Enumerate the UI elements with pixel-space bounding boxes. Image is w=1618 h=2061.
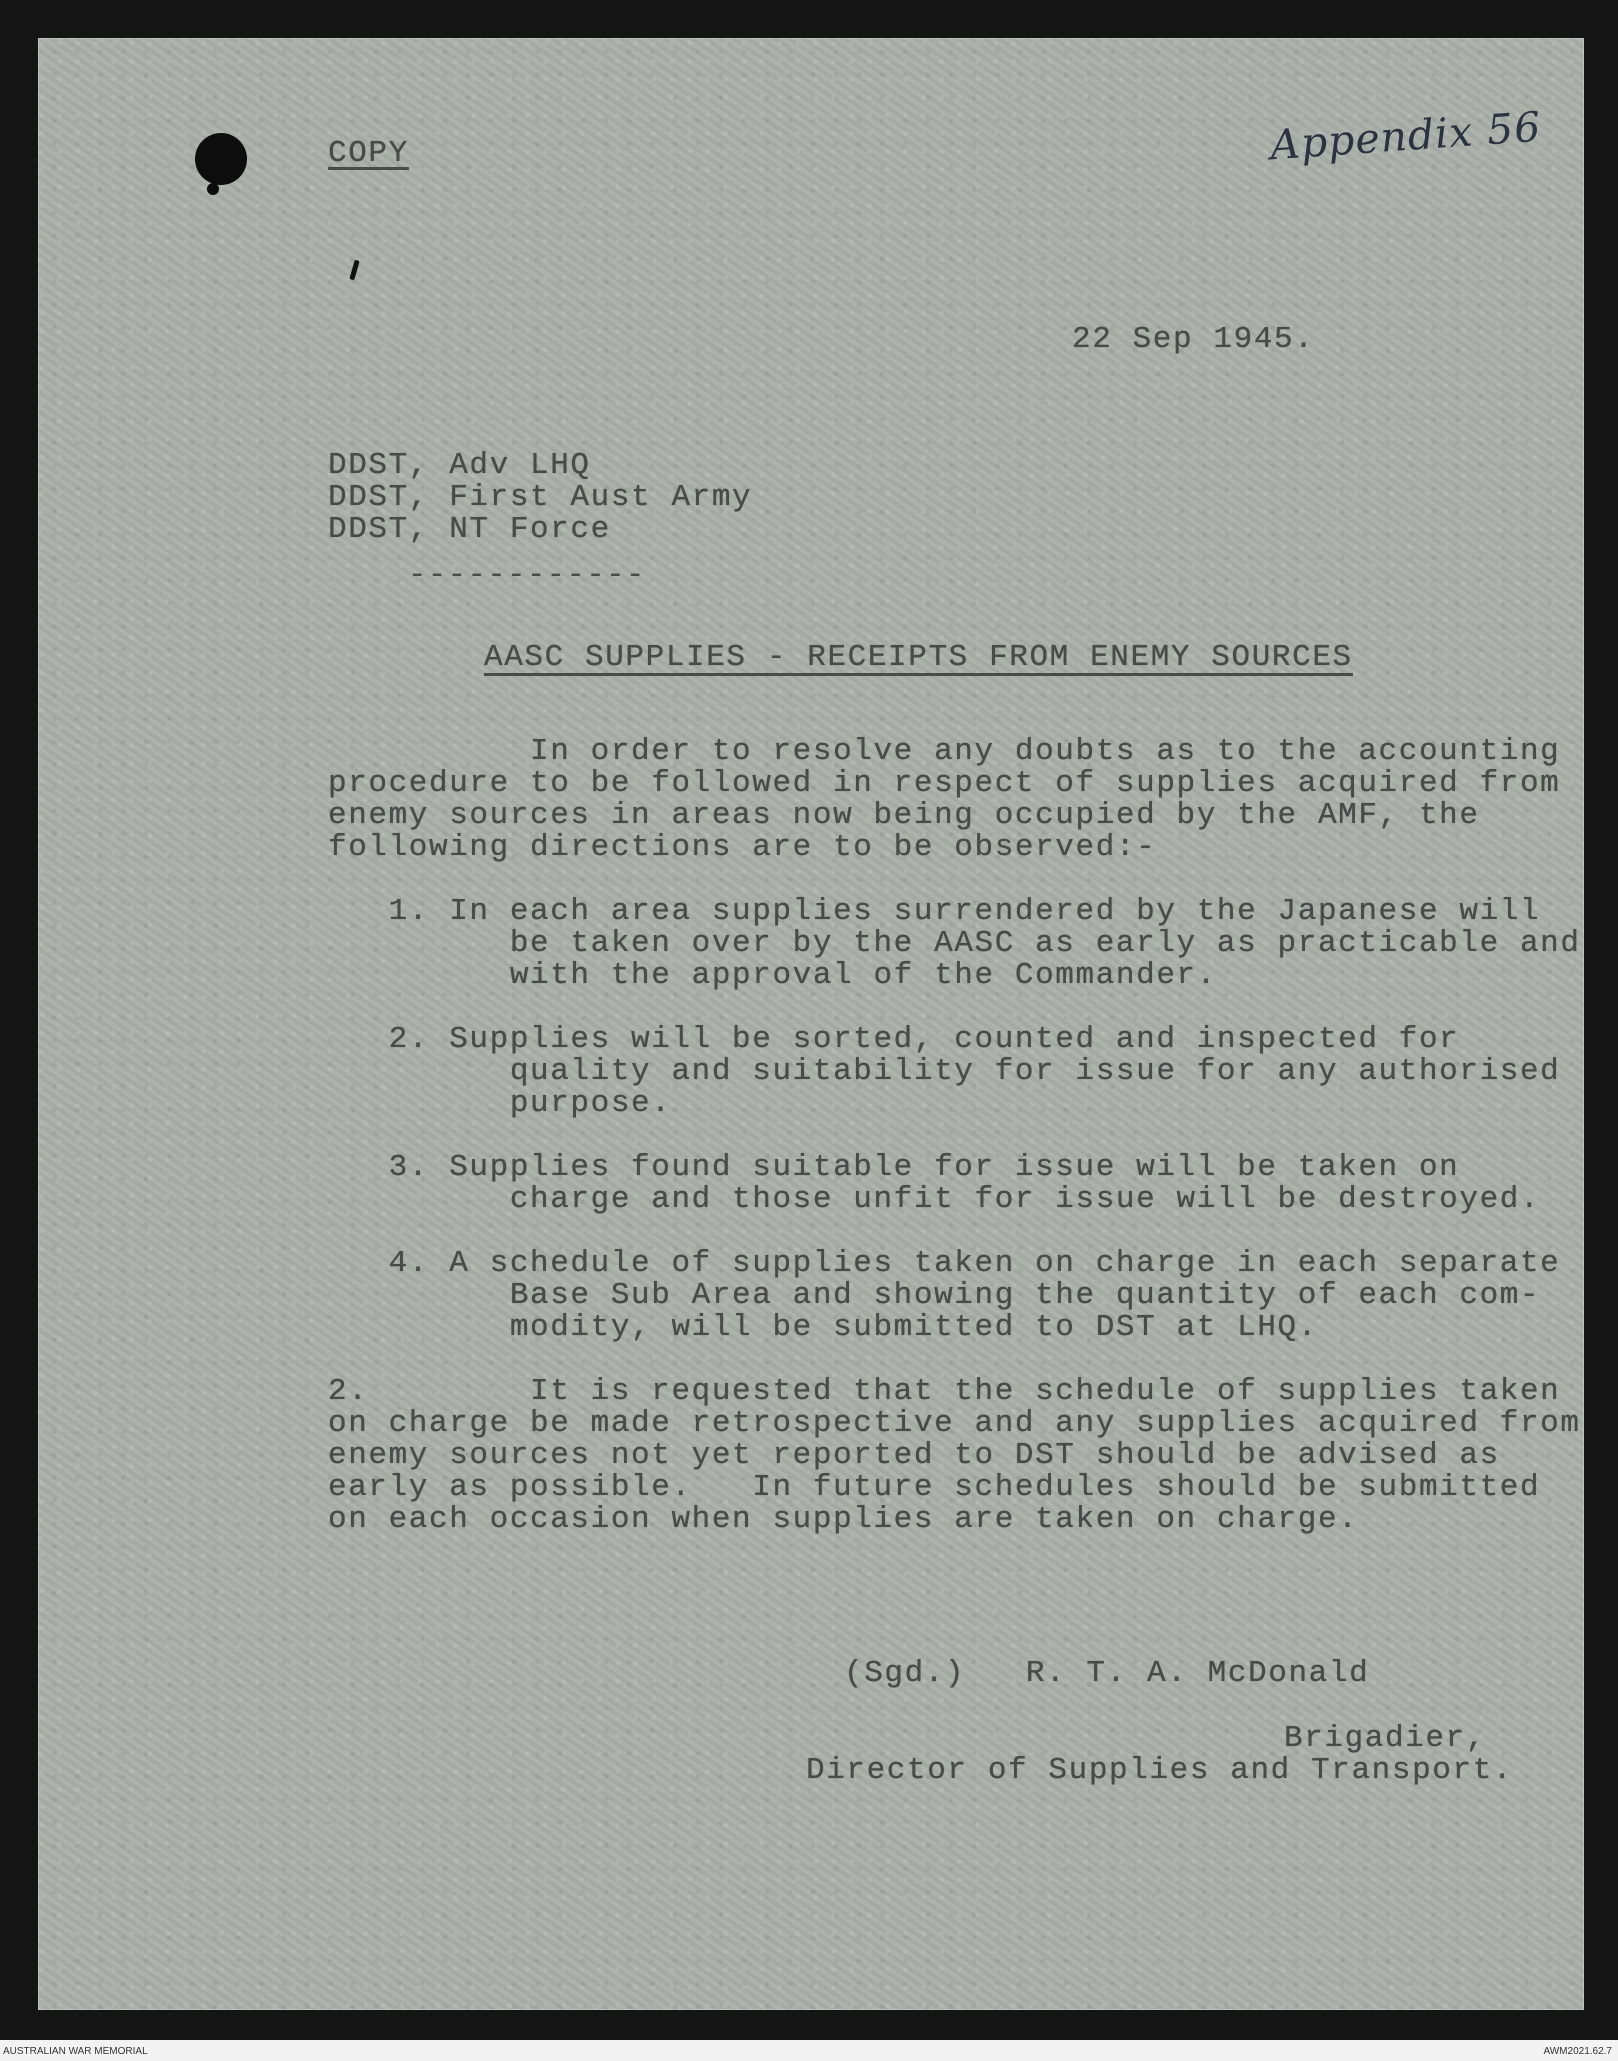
paragraph-two-line: early as possible. In future schedules should be submitted xyxy=(328,1470,1541,1505)
point-3-line: 3. Supplies found suitable for issue will be taken on xyxy=(328,1150,1460,1185)
paragraph-two-line: on charge be made retrospective and any supplies acquired from xyxy=(328,1406,1581,1441)
subject-heading: AASC SUPPLIES - RECEIPTS FROM ENEMY SOURCES xyxy=(484,640,1353,675)
document-page xyxy=(38,38,1584,2010)
intro-line: following directions are to be observed:- xyxy=(328,830,1157,865)
addressee-line: DDST, NT Force xyxy=(328,512,611,547)
point-3-line: charge and those unfit for issue will be destroyed. xyxy=(328,1182,1541,1217)
copy-mark: COPY xyxy=(328,136,409,171)
point-1-line: with the approval of the Commander. xyxy=(328,958,1217,993)
rank-line: Brigadier, xyxy=(1284,1721,1487,1756)
intro-line: procedure to be followed in respect of supplies acquired from xyxy=(328,766,1561,801)
point-2-line: 2. Supplies will be sorted, counted and inspected for xyxy=(328,1022,1460,1057)
ink-speck xyxy=(349,260,359,281)
addressee-line: DDST, First Aust Army xyxy=(328,480,753,515)
paragraph-two-line: enemy sources not yet reported to DST should be advised as xyxy=(328,1438,1500,1473)
intro-line: enemy sources in areas now being occupied by the AMF, the xyxy=(328,798,1480,833)
paragraph-two-line: on each occasion when supplies are taken on charge. xyxy=(328,1502,1359,1537)
point-1-line: 1. In each area supplies surrendered by the Japanese will xyxy=(328,894,1541,929)
address-separator: ------------ xyxy=(408,558,646,593)
footer-source: AUSTRALIAN WAR MEMORIAL xyxy=(3,2046,148,2057)
addressee-line: DDST, Adv LHQ xyxy=(328,448,591,483)
punch-hole xyxy=(195,133,247,185)
point-4-line: modity, will be submitted to DST at LHQ. xyxy=(328,1310,1318,1345)
point-2-line: purpose. xyxy=(328,1086,672,1121)
point-4-line: Base Sub Area and showing the quantity of each com- xyxy=(328,1278,1541,1313)
point-4-line: 4. A schedule of supplies taken on charge in each separate xyxy=(328,1246,1561,1281)
handwritten-note: Appendix 56 xyxy=(1268,102,1543,170)
signature-line: (Sgd.) R. T. A. McDonald xyxy=(844,1656,1370,1691)
point-2-line: quality and suitability for issue for any authorised xyxy=(328,1054,1561,1089)
paragraph-two-line: 2. It is requested that the schedule of supplies taken xyxy=(328,1374,1561,1409)
intro-line: In order to resolve any doubts as to the accounting xyxy=(328,734,1561,769)
point-1-line: be taken over by the AASC as early as practicable and xyxy=(328,926,1581,961)
document-date: 22 Sep 1945. xyxy=(1072,322,1315,357)
appointment-line: Director of Supplies and Transport. xyxy=(806,1753,1514,1788)
footer-reference: AWM2021.62.7 xyxy=(1543,2046,1612,2057)
